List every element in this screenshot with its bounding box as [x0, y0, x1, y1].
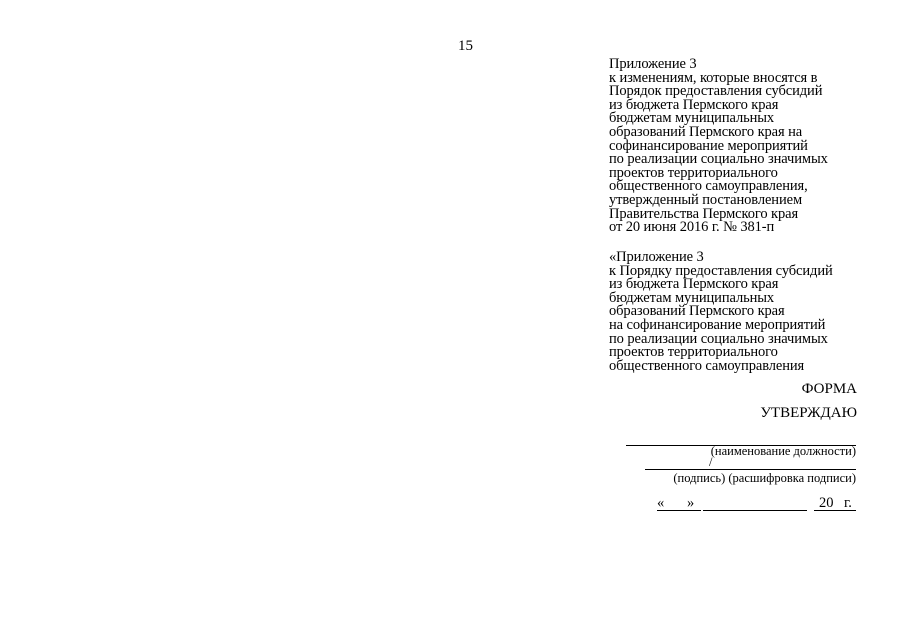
position-caption: (наименование должности) — [710, 444, 856, 458]
appendix-line: на софинансирование мероприятий — [609, 316, 826, 333]
amendment-line: Приложение 3 — [609, 56, 697, 72]
signature-caption: (подпись) (расшифровка подписи) — [673, 471, 856, 485]
date-day-blank — [657, 510, 701, 511]
amendment-line: софинансирование мероприятий — [609, 137, 808, 154]
date-close-quote: » — [687, 495, 695, 511]
amendment-line: Правительства Пермского края — [609, 205, 799, 222]
date-year-prefix: 20 — [819, 495, 834, 511]
amendment-line: Порядок предоставления субсидий — [609, 83, 823, 100]
page-number: 15 — [458, 38, 473, 54]
appendix-header — [609, 251, 833, 373]
amendment-line: образований Пермского края на — [609, 123, 803, 140]
amendment-line: общественного самоуправления, — [609, 178, 808, 195]
amendment-line: от 20 июня 2016 г. № 381-п — [609, 219, 775, 236]
approval-title: УТВЕРЖДАЮ — [760, 405, 857, 421]
date-open-quote: « — [657, 495, 665, 511]
appendix-line: к Порядку предоставления субсидий — [609, 262, 833, 279]
signature-separator: / — [709, 455, 713, 469]
amendment-header — [609, 58, 828, 235]
amendment-line: по реализации социально значимых — [609, 151, 828, 168]
date-year-blank — [814, 510, 856, 511]
amendment-line: утвержденный постановлением — [609, 191, 803, 208]
amendment-line: из бюджета Пермского края — [609, 96, 779, 113]
appendix-line: по реализации социально значимых — [609, 330, 828, 347]
signature-line — [645, 469, 856, 470]
appendix-line: «Приложение 3 — [609, 249, 704, 265]
appendix-line: проектов территориального — [609, 344, 778, 361]
approval-date — [657, 495, 856, 511]
date-month-blank — [703, 510, 807, 511]
amendment-line: к изменениям, которые вносятся в — [609, 69, 818, 86]
appendix-line: из бюджета Пермского края — [609, 276, 779, 293]
appendix-line: бюджетам муниципальных — [609, 289, 775, 306]
date-year-suffix: г. — [844, 495, 852, 511]
appendix-line: общественного самоуправления — [609, 357, 805, 374]
amendment-line: проектов территориального — [609, 164, 778, 181]
appendix-line: образований Пермского края — [609, 303, 785, 320]
form-label: ФОРМА — [801, 381, 857, 397]
amendment-line: бюджетам муниципальных — [609, 110, 775, 127]
